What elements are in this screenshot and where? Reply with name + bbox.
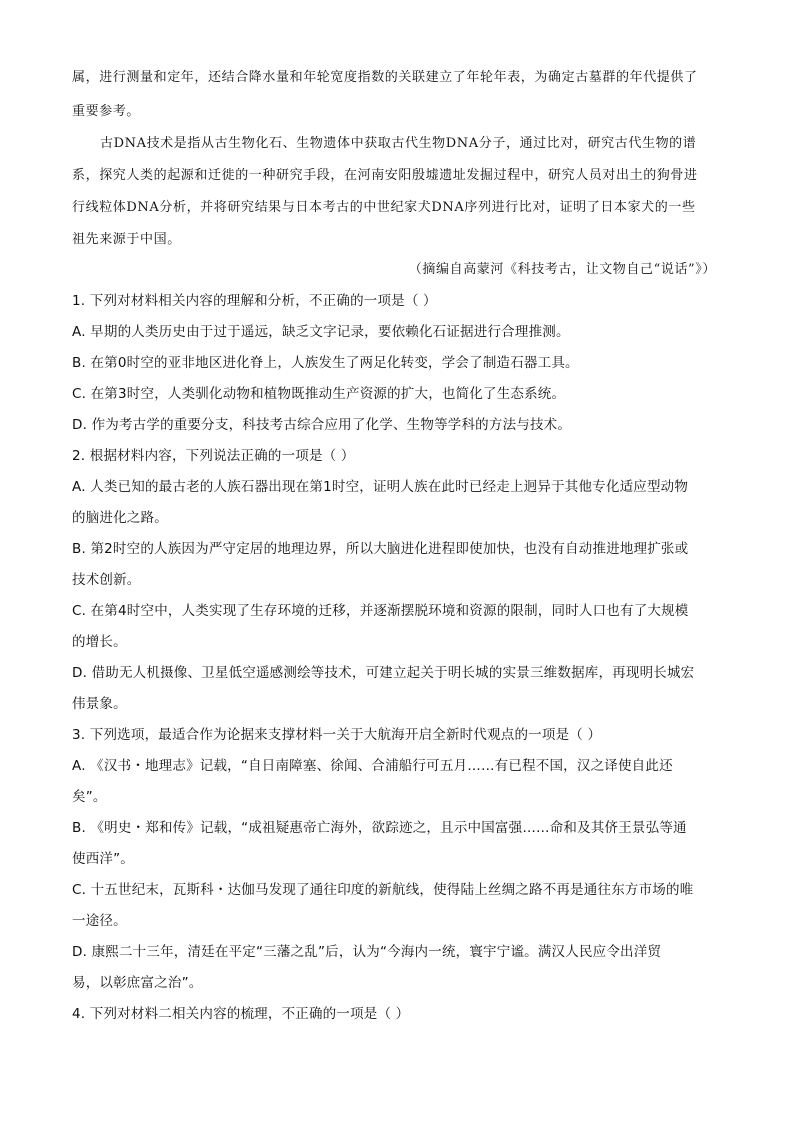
- passage-source: （摘编自高蒙河《科技考古，让文物自己“说话”》）: [408, 262, 716, 277]
- question-2-option-c-cont: 的增长。: [72, 634, 127, 650]
- question-2-option-d: D. 借助无人机摄像、卫星低空遥感测绘等技术，可建立起关于明长城的实景三维数据库，再现明长城宏: [72, 665, 695, 681]
- question-1-stem: 1. 下列对材料相关内容的理解和分析，不正确的一项是（ ）: [72, 293, 437, 309]
- question-1-option-d: D. 作为考古学的重要分支，科技考古综合应用了化学、生物等学科的方法与技术。: [72, 417, 572, 433]
- question-2-option-b: B. 第2时空的人族因为严守定居的地理边界，所以大脑进化进程即使加快，也没有自动推进地理扩张或: [72, 541, 689, 557]
- question-3-option-b-cont: 使西洋”。: [72, 851, 134, 867]
- question-3-option-a: A. 《汉书・地理志》记载，“自日南障塞、徐闻、合浦船行可五月……有已程不国，汉之译使自此还: [72, 758, 673, 774]
- question-3-option-a-cont: 矣”。: [72, 789, 107, 805]
- question-4-stem: 4. 下列对材料二相关内容的梳理，不正确的一项是（ ）: [72, 1006, 410, 1022]
- question-1-option-c: C. 在第3时空，人类驯化动物和植物既推动生产资源的扩大，也简化了生态系统。: [72, 386, 566, 402]
- passage-line: 系，探究人类的起源和迁徙的一种研究手段，在河南安阳殷墟遗址发掘过程中，研究人员对出土的狗骨进: [72, 168, 698, 183]
- question-3-option-d-cont: 易，以彰庶富之治”。: [72, 975, 203, 991]
- question-2-option-a: A. 人类已知的最古老的人族石器出现在第1时空，证明人族在此时已经走上迥异于其他专化适应型动物: [72, 479, 689, 495]
- question-3-option-d: D. 康熙二十三年，清廷在平定“三藩之乱”后，认为“今海内一统，寰宇宁谧。满汉人民应令出洋贸: [72, 944, 662, 960]
- passage-line: 祖先来源于中国。: [72, 232, 181, 247]
- question-3-option-b: B. 《明史・郑和传》记载，“成祖疑惠帝亡海外，欲踪迹之，且示中国富强……命和及其侪王景弘等通: [72, 820, 687, 836]
- question-2-option-d-cont: 伟景象。: [72, 696, 127, 712]
- passage-paragraph-start: 古DNA技术是指从古生物化石、生物遗体中获取古代生物DNA分子，通过比对，研究古代生物的谱: [100, 136, 697, 151]
- question-1-option-b: B. 在第0时空的亚非地区进化脊上，人族发生了两足化转变，学会了制造石器工具。: [72, 355, 579, 371]
- passage-line: 重要参考。: [72, 104, 141, 119]
- question-3-stem: 3. 下列选项，最适合作为论据来支撑材料一关于大航海开启全新时代观点的一项是（ ）: [72, 727, 602, 743]
- question-2-option-c: C. 在第4时空中，人类实现了生存环境的迁移，并逐渐摆脱环境和资源的限制，同时人口也有了大规模: [72, 603, 689, 619]
- question-3-option-c: C. 十五世纪末，瓦斯科・达伽马发现了通往印度的新航线，使得陆上丝绸之路不再是通往东方市场的唯: [72, 882, 694, 898]
- passage-line: 行线粒体DNA分析，并将研究结果与日本考古的中世纪家犬DNA序列进行比对，证明了日本家犬的一些: [72, 200, 696, 215]
- question-1-option-a: A. 早期的人类历史由于过于遥远，缺乏文字记录，要依赖化石证据进行合理推测。: [72, 324, 570, 340]
- question-2-stem: 2. 根据材料内容，下列说法正确的一项是（ ）: [72, 448, 355, 464]
- passage-line: 属，进行测量和定年，还结合降水量和年轮宽度指数的关联建立了年轮年表，为确定古墓群的年代提供了: [72, 70, 698, 85]
- question-3-option-c-cont: 一途径。: [72, 913, 127, 929]
- question-2-option-b-cont: 技术创新。: [72, 572, 141, 588]
- question-2-option-a-cont: 的脑进化之路。: [72, 510, 168, 526]
